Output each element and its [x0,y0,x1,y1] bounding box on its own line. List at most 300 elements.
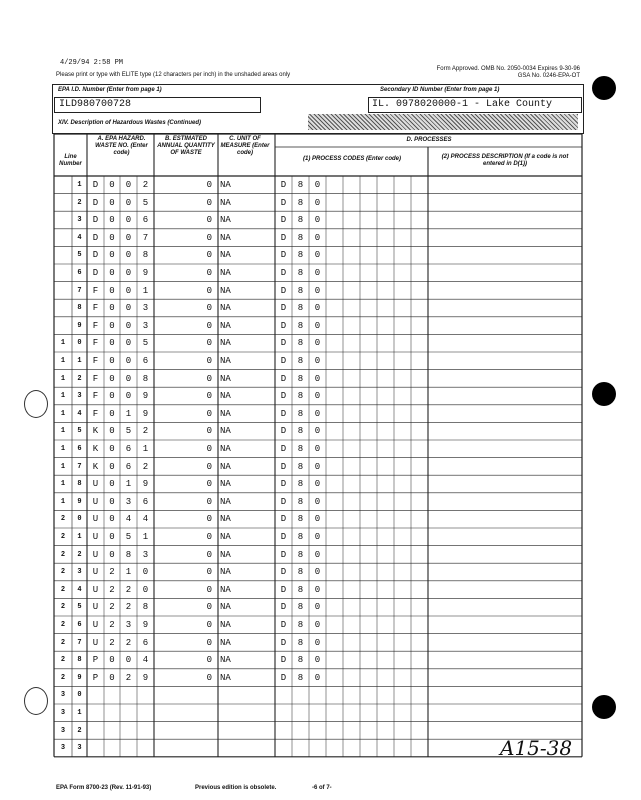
waste-code-char: U [92,567,99,578]
unit-value: NA [220,426,231,437]
line-number-ones: 4 [77,585,82,594]
waste-code-char: 7 [142,232,149,243]
waste-code-char: 2 [125,584,132,595]
waste-code-char: 1 [142,285,149,296]
line-number-tens: 2 [60,603,66,612]
line-number-ones: 8 [77,656,82,665]
waste-code-char: F [92,408,99,419]
quantity-value: 0 [206,356,212,366]
process-code-char: D [280,672,287,683]
process-code-char: 0 [314,320,321,331]
waste-code-char: D [92,268,99,278]
waste-code-char: P [92,672,99,683]
quantity-value: 0 [206,303,212,314]
process-code-char: 0 [314,180,321,190]
line-number-tens: 2 [60,533,66,541]
waste-code-char: 0 [142,584,149,595]
waste-code-char: 0 [109,303,115,314]
process-code-char: 8 [297,391,304,402]
line-number-ones: 6 [77,269,82,277]
process-code-char: 8 [297,479,304,490]
process-code-char: 8 [297,356,304,366]
unit-value: NA [220,672,231,683]
waste-code-char: 0 [125,320,132,331]
waste-code-char: 0 [109,356,115,366]
quantity-value: 0 [206,620,212,630]
process-code-char: D [280,338,287,349]
waste-code-char: 2 [109,637,115,648]
waste-code-char: 3 [125,496,132,507]
waste-code-char: 0 [125,655,132,666]
process-code-char: 0 [314,285,321,296]
line-number-ones: 3 [77,568,82,577]
waste-code-char: 2 [109,620,115,630]
process-code-char: 0 [314,620,321,630]
waste-code-char: 0 [109,444,115,454]
handwritten-note: A15-38 [500,736,573,760]
line-number-ones: 3 [77,216,82,225]
line-number-ones: 7 [77,638,82,647]
waste-code-char: U [92,584,99,595]
gsa-number: GSA No. 0246-EPA-OT [517,73,580,79]
waste-code-char: 0 [109,461,115,472]
waste-code-char: 0 [125,197,132,208]
process-code-char: D [280,637,287,648]
waste-code-char: U [92,549,99,560]
unit-value: NA [220,408,231,419]
line-number-ones: 0 [77,339,82,348]
waste-code-char: 0 [109,180,115,190]
process-code-char: 8 [297,567,304,578]
line-number-tens: 1 [60,392,66,401]
process-code-char: 0 [314,197,321,208]
process-code-char: D [280,584,287,595]
quantity-value: 0 [206,655,212,666]
waste-code-char: 9 [142,268,149,278]
unit-value: NA [220,320,231,331]
waste-code-char: 0 [109,250,115,261]
section-title: XIV. Description of Hazardous Wastes (Continued) [58,120,202,126]
process-code-char: 8 [297,461,304,472]
epa-id-value: ILD980700728 [59,99,132,110]
waste-code-char: U [92,637,99,648]
waste-code-char: 1 [125,408,132,419]
line-number-ones: 3 [77,392,82,401]
unit-value: NA [220,496,231,507]
line-number-ones: 5 [77,251,82,260]
quantity-value: 0 [206,672,212,683]
process-code-char: 0 [314,549,321,560]
process-code-char: D [280,620,287,630]
waste-code-char: 4 [125,514,132,525]
line-number-tens: 1 [60,462,66,471]
waste-code-char: F [92,303,99,314]
waste-code-char: F [92,285,99,296]
waste-code-char: 8 [142,373,149,384]
process-code-char: 0 [314,426,321,437]
line-number-ones: 1 [77,181,82,189]
quantity-value: 0 [206,444,212,454]
unit-value: NA [220,532,231,542]
waste-code-char: F [92,338,99,349]
waste-code-char: 0 [125,180,132,190]
waste-code-char: K [92,444,99,454]
unit-value: NA [220,373,231,384]
waste-code-char: 3 [142,549,149,560]
waste-code-char: 6 [125,461,132,472]
line-number-ones: 2 [77,374,82,383]
waste-code-char: 0 [109,514,115,525]
process-code-char: 8 [297,549,304,560]
quantity-value: 0 [206,637,212,648]
header-process-description: (2) PROCESS DESCRIPTION (If a code is not entered in D(1)) [441,154,569,167]
unit-value: NA [220,250,231,261]
process-code-char: D [280,320,287,331]
process-code-char: 8 [297,426,304,437]
process-code-char: 8 [297,444,304,454]
waste-code-char: 0 [109,532,115,542]
unit-value: NA [220,620,231,630]
line-number-tens: 2 [60,638,66,647]
waste-code-char: F [92,320,99,331]
quantity-value: 0 [206,479,212,490]
process-code-char: 0 [314,444,321,454]
line-number-ones: 8 [77,480,82,489]
waste-code-char: 0 [109,426,115,437]
waste-code-char: 0 [109,479,115,490]
line-number-ones: 9 [77,673,82,682]
line-number-ones: 0 [77,515,82,524]
process-code-char: 8 [297,672,304,683]
process-code-char: D [280,479,287,490]
waste-code-char: 0 [109,373,115,384]
process-code-char: D [280,373,287,384]
line-number-ones: 9 [77,321,82,330]
waste-code-char: 8 [125,549,132,560]
process-code-char: D [280,514,287,525]
unit-value: NA [220,268,231,278]
quantity-value: 0 [206,197,212,208]
process-code-char: D [280,496,287,507]
quantity-value: 0 [206,285,212,296]
process-code-char: 0 [314,479,321,490]
process-code-char: D [280,268,287,278]
waste-code-char: 1 [125,479,132,490]
waste-code-char: 5 [142,197,149,208]
process-code-char: 8 [297,338,304,349]
line-number-tens: 3 [60,691,66,700]
waste-code-char: 0 [109,672,115,683]
process-code-char: 8 [297,637,304,648]
waste-code-char: 0 [109,215,115,226]
quantity-value: 0 [206,250,212,261]
waste-code-char: F [92,373,99,384]
process-code-char: 8 [297,268,304,278]
waste-code-char: 0 [125,285,132,296]
quantity-value: 0 [206,584,212,595]
process-code-char: D [280,285,287,296]
line-number-tens: 1 [60,427,66,436]
waste-code-char: 0 [125,391,132,402]
waste-code-char: 2 [109,602,115,613]
waste-code-char: 9 [142,408,149,419]
process-code-char: D [280,180,287,190]
process-code-char: 0 [314,232,321,243]
process-code-char: 0 [314,637,321,648]
unit-value: NA [220,356,231,366]
header-processes: D. PROCESSES [406,137,452,143]
unit-value: NA [220,180,231,190]
waste-code-char: 2 [125,602,132,613]
secondary-id-label: Secondary ID Number (Enter from page 1) [380,87,500,93]
line-number-ones: 2 [77,198,82,207]
quantity-value: 0 [206,514,212,525]
process-code-char: 8 [297,532,304,542]
quantity-value: 0 [206,549,212,560]
line-number-ones: 4 [77,233,82,242]
process-code-char: D [280,197,287,208]
line-number-tens: 2 [60,515,66,524]
quantity-value: 0 [206,496,212,507]
process-code-char: 8 [297,250,304,261]
unit-value: NA [220,549,231,560]
line-number-ones: 2 [77,726,82,735]
waste-code-char: 9 [142,479,149,490]
waste-code-char: 2 [109,584,115,595]
line-number-tens: 3 [60,726,66,735]
process-code-char: 0 [314,373,321,384]
waste-code-char: 0 [142,567,149,578]
waste-code-char: 6 [142,637,149,648]
line-number-tens: 2 [60,585,66,594]
process-code-char: 0 [314,303,321,314]
waste-code-char: 1 [142,532,149,542]
line-number-ones: 0 [77,691,82,700]
waste-code-char: U [92,532,99,542]
quantity-value: 0 [206,602,212,613]
line-number-ones: 1 [77,357,82,365]
quantity-value: 0 [206,268,212,278]
waste-code-char: D [92,250,99,261]
unit-value: NA [220,215,231,226]
line-number-ones: 5 [77,603,82,612]
line-number-tens: 1 [60,497,66,506]
instructions-text: Please print or type with ELITE type (12 characters per inch) in the unshaded areas only [56,72,291,78]
process-code-char: 0 [314,215,321,226]
unit-value: NA [220,602,231,613]
process-code-char: 0 [314,338,321,349]
waste-code-char: F [92,356,99,366]
quantity-value: 0 [206,391,212,402]
waste-code-char: 3 [142,320,149,331]
line-number-tens: 1 [60,409,66,418]
process-code-char: 8 [297,303,304,314]
line-number-tens: 2 [60,673,66,682]
line-number-tens: 2 [60,656,66,665]
waste-code-char: 4 [142,514,149,525]
waste-code-char: 0 [109,197,115,208]
quantity-value: 0 [206,567,212,578]
waste-code-char: 5 [142,338,149,349]
waste-code-char: 6 [125,444,132,454]
process-code-char: D [280,602,287,613]
line-number-ones: 3 [77,744,82,753]
process-code-char: 8 [297,602,304,613]
process-code-char: D [280,215,287,226]
waste-code-char: 9 [142,391,149,402]
line-number-ones: 7 [77,286,82,295]
unit-value: NA [220,655,231,666]
table-row[interactable] [54,704,582,722]
process-code-char: 8 [297,584,304,595]
quantity-value: 0 [206,373,212,384]
line-number-tens: 2 [60,621,66,629]
unit-value: NA [220,479,231,490]
unit-value: NA [220,285,231,296]
unit-value: NA [220,567,231,578]
quantity-value: 0 [206,461,212,472]
line-number-ones: 1 [77,533,82,541]
waste-code-char: U [92,496,99,507]
unit-value: NA [220,391,231,402]
process-code-char: D [280,549,287,560]
process-code-char: 8 [297,408,304,419]
process-code-char: D [280,655,287,666]
waste-code-char: 0 [109,408,115,419]
process-code-char: D [280,303,287,314]
waste-code-char: 2 [125,672,132,683]
process-code-char: 0 [314,672,321,683]
process-code-char: 0 [314,408,321,419]
quantity-value: 0 [206,338,212,349]
waste-code-char: 9 [142,672,149,683]
waste-code-char: 4 [142,655,149,666]
waste-code-char: 0 [125,250,132,261]
process-code-char: 0 [314,268,321,278]
waste-code-char: 2 [109,567,115,578]
waste-code-char: 0 [109,268,115,278]
line-number-tens: 3 [60,709,66,717]
waste-code-char: 0 [109,549,115,560]
line-number-ones: 1 [77,709,82,717]
process-code-char: 8 [297,620,304,630]
process-code-char: 8 [297,373,304,384]
line-number-tens: 1 [60,445,66,453]
waste-code-char: 3 [142,303,149,314]
process-code-char: 0 [314,655,321,666]
waste-code-char: 3 [125,620,132,630]
process-code-char: 0 [314,602,321,613]
quantity-value: 0 [206,320,212,331]
process-code-char: 0 [314,584,321,595]
process-code-char: D [280,232,287,243]
waste-code-char: D [92,197,99,208]
line-number-ones: 7 [77,462,82,471]
process-code-char: D [280,532,287,542]
process-code-char: 0 [314,461,321,472]
process-code-char: 8 [297,496,304,507]
process-code-char: 8 [297,320,304,331]
quantity-value: 0 [206,408,212,419]
process-code-char: 8 [297,514,304,525]
header-epa-waste-no: A. EPA HAZARD. WASTE NO. (Enter code) [95,136,148,156]
process-code-char: D [280,426,287,437]
waste-code-char: 8 [142,602,149,613]
unit-value: NA [220,232,231,243]
waste-code-char: U [92,620,99,630]
header-process-codes: (1) PROCESS CODES (Enter code) [302,156,401,162]
line-number-tens: 3 [60,744,66,753]
waste-code-char: 2 [142,461,149,472]
unit-value: NA [220,461,231,472]
line-number-ones: 6 [77,621,82,629]
process-code-char: 0 [314,514,321,525]
waste-code-char: 0 [125,232,132,243]
header-line-number: Line Number [59,154,82,167]
process-code-char: D [280,444,287,454]
waste-code-char: D [92,180,99,190]
line-number-ones: 8 [77,304,82,313]
line-number-tens: 2 [60,550,66,559]
waste-code-char: K [92,461,99,472]
process-code-char: 8 [297,180,304,190]
waste-code-char: 6 [142,496,149,507]
process-code-char: D [280,391,287,402]
line-number-tens: 1 [60,374,66,383]
waste-code-char: 2 [142,180,149,190]
process-code-char: 8 [297,215,304,226]
waste-code-char: 5 [125,532,132,542]
footer-obsolete: Previous edition is obsolete. [195,785,277,791]
waste-code-char: 2 [125,637,132,648]
waste-code-char: K [92,426,99,437]
line-number-ones: 6 [77,445,82,453]
waste-code-char: 0 [125,373,132,384]
waste-code-char: 0 [109,391,115,402]
process-code-char: D [280,408,287,419]
footer-form-number: EPA Form 8700-23 (Rev. 11-91-93) [56,785,152,791]
unit-value: NA [220,338,231,349]
process-code-char: D [280,461,287,472]
line-number-ones: 2 [77,550,82,559]
unit-value: NA [220,584,231,595]
waste-code-char: 0 [109,232,115,243]
waste-code-char: 0 [109,496,115,507]
line-number-tens: 1 [60,480,66,489]
form-approved-text: Form Approved. OMB No. 2050-0034 Expires 9-30-96 [436,66,580,72]
waste-code-char: U [92,514,99,525]
waste-code-char: 2 [142,426,149,437]
process-code-char: 8 [297,655,304,666]
process-code-char: 8 [297,232,304,243]
line-number-ones: 9 [77,497,82,506]
footer-page: -6 of 7- [312,785,332,791]
waste-code-char: 0 [109,655,115,666]
waste-code-char: 6 [142,356,149,366]
waste-code-char: D [92,215,99,226]
header-estimated-quantity: B. ESTIMATED ANNUAL QUANTITY OF WASTE [157,136,215,156]
process-code-char: 0 [314,532,321,542]
waste-code-char: U [92,479,99,490]
waste-code-char: 0 [109,285,115,296]
process-code-char: D [280,250,287,261]
waste-code-char: 0 [125,338,132,349]
unit-value: NA [220,197,231,208]
waste-code-char: 0 [125,303,132,314]
process-code-char: 0 [314,496,321,507]
process-code-char: 0 [314,567,321,578]
table-row[interactable] [54,686,582,704]
